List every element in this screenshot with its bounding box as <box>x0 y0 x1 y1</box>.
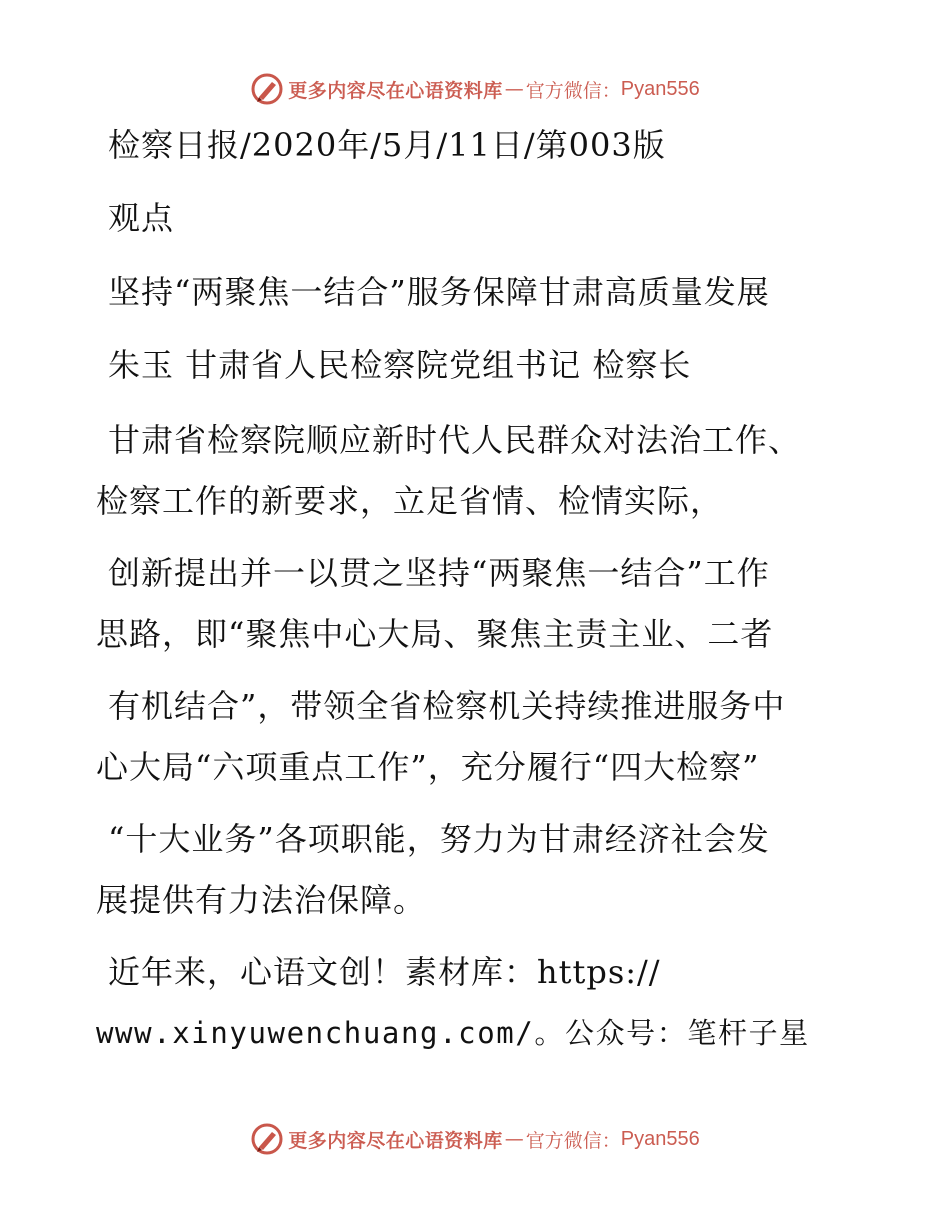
body-line: 心大局“六项重点工作”，充分履行“四大检察” <box>96 748 760 786</box>
banner-wechat-id: Pyan556 <box>620 77 700 100</box>
article-byline: 朱玉 甘肃省人民检察院党组书记 检察长 <box>108 346 692 384</box>
pen-logo-icon <box>250 72 284 106</box>
body-line: 检察工作的新要求，立足省情、检情实际， <box>96 482 724 520</box>
pen-logo-icon <box>250 1122 284 1156</box>
body-line: 创新提出并一以贯之坚持“两聚焦一结合”工作 <box>108 554 770 592</box>
banner-dash: — <box>504 78 524 100</box>
body-line-url: www.xinyuwenchuang.com/。公众号：笔杆子星 <box>96 1016 810 1050</box>
body-line: “十大业务”各项职能，努力为甘肃经济社会发 <box>108 820 770 858</box>
body-line: 展提供有力法治保障。 <box>96 881 427 919</box>
banner-wechat-label: 官方微信： <box>525 79 621 102</box>
banner-main-text: 更多内容尽在心语资料库 <box>288 79 503 102</box>
section-label: 观点 <box>108 199 175 237</box>
document-meta: 检察日报/2020年/5月/11日/第003版 <box>108 126 666 164</box>
banner-dash: — <box>504 1128 524 1150</box>
top-watermark-banner <box>0 69 950 109</box>
body-line: 有机结合”，带领全省检察机关持续推进服务中 <box>108 687 786 725</box>
bottom-watermark-banner <box>0 1119 950 1159</box>
body-line: 思路，即“聚焦中心大局、聚焦主责主业、二者 <box>96 615 774 653</box>
banner-main-text: 更多内容尽在心语资料库 <box>288 1129 503 1152</box>
body-line: 甘肃省检察院顺应新时代人民群众对法治工作、 <box>108 421 802 459</box>
banner-wechat-id: Pyan556 <box>620 1127 700 1150</box>
banner-wechat-label: 官方微信： <box>525 1129 621 1152</box>
body-line: 近年来，心语文创！素材库：https:// <box>108 953 661 991</box>
article-headline: 坚持“两聚焦一结合”服务保障甘肃高质量发展 <box>108 273 770 311</box>
